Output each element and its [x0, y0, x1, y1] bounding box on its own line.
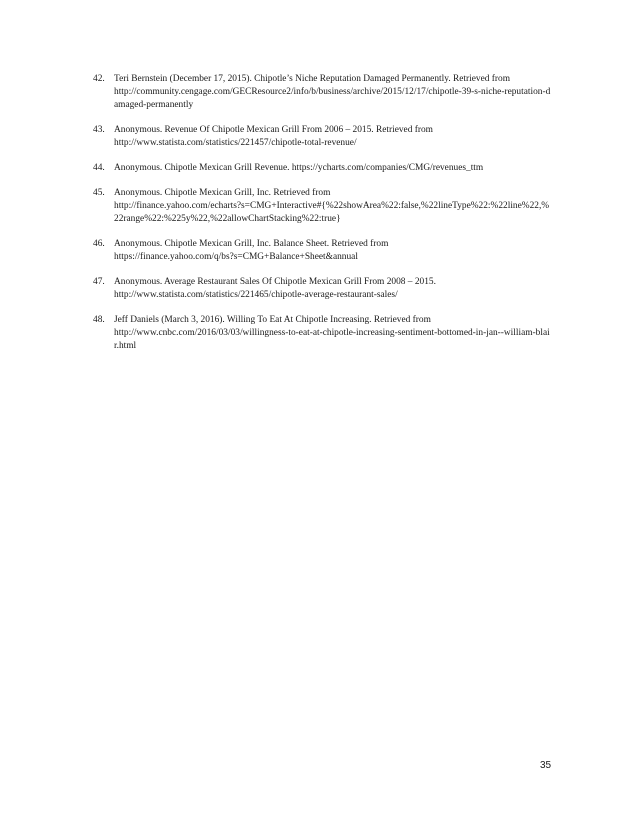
- reference-url[interactable]: http://www.statista.com/statistics/221457/chipotle-total-revenue/: [114, 138, 357, 148]
- reference-item: [93, 314, 553, 353]
- reference-item: [93, 238, 553, 264]
- reference-text: Anonymous. Chipotle Mexican Grill, Inc. Retrieved from: [114, 188, 331, 198]
- reference-url[interactable]: https://finance.yahoo.com/q/bs?s=CMG+Balance+Sheet&annual: [114, 252, 358, 262]
- reference-item: [93, 276, 553, 302]
- reference-text: Anonymous. Average Restaurant Sales Of Chipotle Mexican Grill From 2008 – 2015.: [114, 277, 436, 287]
- reference-number: 45.: [93, 188, 105, 198]
- reference-url[interactable]: http://community.cengage.com/GECResource2/info/b/business/archive/2015/12/17/chipotle-39-s-niche-reputation-damaged-permanently: [114, 87, 551, 110]
- reference-number: 44.: [93, 163, 105, 173]
- reference-list: [93, 73, 553, 365]
- reference-item: [93, 187, 553, 226]
- reference-item: [93, 162, 553, 175]
- reference-text: Jeff Daniels (March 3, 2016). Willing To Eat At Chipotle Increasing. Retrieved from: [114, 315, 431, 325]
- reference-text: Anonymous. Revenue Of Chipotle Mexican Grill From 2006 – 2015. Retrieved from: [114, 125, 433, 135]
- reference-url[interactable]: http://www.cnbc.com/2016/03/03/willingness-to-eat-at-chipotle-increasing-sentiment-bottomed-in-jan--william-blair.html: [114, 328, 550, 351]
- reference-number: 47.: [93, 277, 105, 287]
- reference-number: 46.: [93, 239, 105, 249]
- reference-item: [93, 124, 553, 150]
- reference-text: Anonymous. Chipotle Mexican Grill, Inc. Balance Sheet. Retrieved from: [114, 239, 389, 249]
- reference-item: [93, 73, 553, 112]
- page-number: 35: [540, 760, 552, 771]
- reference-number: 42.: [93, 74, 105, 84]
- reference-number: 43.: [93, 125, 105, 135]
- reference-number: 48.: [93, 315, 105, 325]
- reference-text: Anonymous. Chipotle Mexican Grill Revenue. https://ycharts.com/companies/CMG/revenues_ttm: [114, 163, 484, 173]
- reference-url[interactable]: http://www.statista.com/statistics/221465/chipotle-average-restaurant-sales/: [114, 290, 398, 300]
- reference-url[interactable]: http://finance.yahoo.com/echarts?s=CMG+Interactive#{%22showArea%22:false,%22lineType%22:%22line%22,%22range%22:%225y%22,%22allowChartStacking%22:true}: [114, 201, 550, 224]
- reference-text: Teri Bernstein (December 17, 2015). Chipotle’s Niche Reputation Damaged Permanently. Retrieved from: [114, 74, 511, 84]
